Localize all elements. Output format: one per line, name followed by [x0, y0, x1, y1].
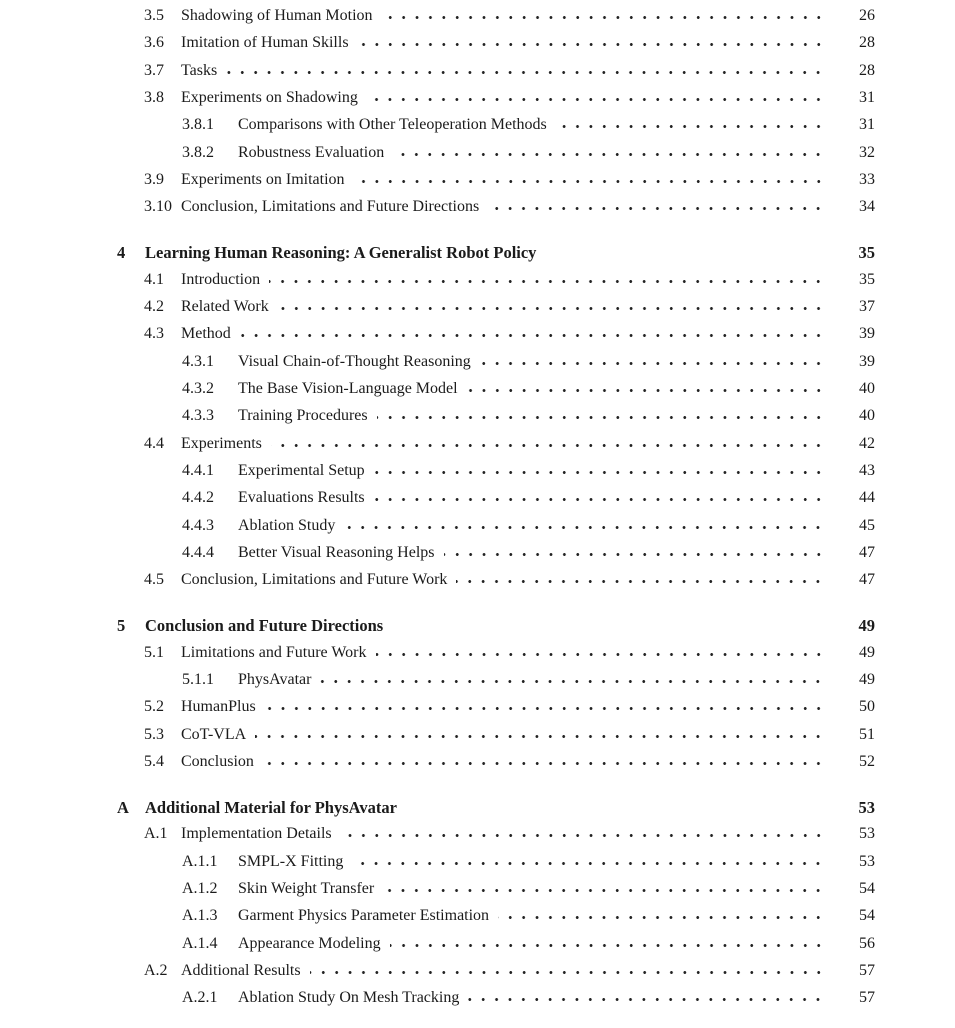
toc-entry	[117, 489, 875, 516]
leader-dots	[468, 997, 825, 1002]
toc-entry	[117, 989, 875, 1016]
entry-number: 4.3	[144, 325, 164, 343]
entry-page-number: 57	[859, 961, 875, 979]
entry-title: Experiments on Imitation	[181, 170, 345, 188]
entry-title: Additional Material for PhysAvatar	[145, 797, 397, 817]
entry-page-number: 31	[859, 116, 875, 134]
toc-entry	[117, 962, 875, 989]
entry-page-number: 28	[859, 61, 875, 79]
entry-page-number: 49	[859, 643, 875, 661]
leader-dots	[393, 152, 825, 157]
entry-page-number: 52	[859, 752, 875, 770]
entry-page-number: 34	[859, 198, 875, 216]
entry-page-number: 56	[859, 934, 875, 952]
leader-dots	[358, 42, 825, 47]
entry-page-number: 40	[859, 407, 875, 425]
toc-entry	[117, 825, 875, 852]
toc-entry	[117, 753, 875, 780]
leader-dots	[374, 497, 825, 502]
entry-number: 4.4.2	[182, 489, 214, 507]
entry-title: Conclusion	[181, 752, 254, 770]
entry-page-number: 37	[859, 297, 875, 315]
toc-entry	[117, 298, 875, 325]
leader-dots	[377, 415, 825, 420]
entry-number: A.2.1	[182, 989, 218, 1007]
leader-dots	[354, 179, 825, 184]
entry-number: 4.4.1	[182, 461, 214, 479]
entry-title: Imitation of Human Skills	[181, 34, 349, 52]
entry-page-number: 26	[859, 7, 875, 24]
leader-dots	[498, 915, 825, 920]
entry-number: 4.4	[144, 434, 164, 452]
entry-number: 3.9	[144, 170, 164, 188]
leader-dots	[255, 734, 825, 739]
entry-number: 3.8.2	[182, 143, 214, 161]
toc-entry	[117, 243, 875, 270]
leader-dots	[341, 833, 825, 838]
leader-dots	[456, 579, 825, 584]
entry-page-number: 43	[859, 461, 875, 479]
leader-dots	[367, 97, 825, 102]
toc-entry	[117, 517, 875, 544]
toc-entry	[117, 89, 875, 116]
entry-page-number: 54	[859, 879, 875, 897]
entry-number: A	[117, 797, 129, 817]
entry-number: 5.3	[144, 725, 164, 743]
leader-dots	[374, 470, 825, 475]
toc-entry	[117, 853, 875, 880]
entry-number: A.1.3	[182, 907, 218, 925]
leader-dots	[376, 652, 825, 657]
leader-dots	[382, 15, 825, 20]
toc-entry	[117, 171, 875, 198]
entry-page-number: 47	[859, 543, 875, 561]
toc-entry	[117, 907, 875, 934]
entry-number: A.1.4	[182, 934, 218, 952]
leader-dots	[467, 388, 825, 393]
toc-entry	[117, 671, 875, 698]
toc-entry	[117, 7, 875, 34]
entry-page-number: 28	[859, 34, 875, 52]
entry-page-number: 44	[859, 489, 875, 507]
toc-entry	[117, 34, 875, 61]
entry-page-number: 35	[859, 270, 875, 288]
leader-dots	[383, 888, 825, 893]
entry-number: A.1.2	[182, 879, 218, 897]
entry-title: Related Work	[181, 297, 269, 315]
toc-entry	[117, 116, 875, 143]
entry-title: Visual Chain-of-Thought Reasoning	[238, 352, 471, 370]
leader-dots	[269, 279, 825, 284]
toc-entry	[117, 644, 875, 671]
entry-title: Implementation Details	[181, 825, 332, 843]
entry-page-number: 39	[859, 325, 875, 343]
entry-page-number: 53	[859, 825, 875, 843]
entry-number: 4.2	[144, 297, 164, 315]
entry-number: 3.10	[144, 198, 172, 216]
toc-entry	[117, 380, 875, 407]
entry-page-number: 53	[858, 797, 875, 817]
entry-title: Conclusion and Future Directions	[145, 616, 384, 636]
toc-entry	[117, 698, 875, 725]
entry-title: Shadowing of Human Motion	[181, 7, 373, 24]
entry-title: Conclusion, Limitations and Future Directions	[181, 198, 480, 216]
toc-entry	[117, 62, 875, 89]
leader-dots	[556, 124, 825, 129]
leader-dots	[344, 525, 825, 530]
toc-entry	[117, 571, 875, 598]
entry-title: Garment Physics Parameter Estimation	[238, 907, 490, 925]
leader-dots	[278, 306, 825, 311]
entry-page-number: 54	[859, 907, 875, 925]
entry-number: 4.3.3	[182, 407, 214, 425]
leader-dots	[390, 943, 825, 948]
entry-number: 5.1	[144, 643, 164, 661]
entry-title: Experimental Setup	[238, 461, 365, 479]
leader-dots	[263, 761, 825, 766]
entry-page-number: 42	[859, 434, 875, 452]
entry-number: 4.3.1	[182, 352, 214, 370]
entry-page-number: 49	[859, 670, 875, 688]
entry-title: Appearance Modeling	[238, 934, 381, 952]
entry-page-number: 45	[859, 516, 875, 534]
entry-page-number: 32	[859, 143, 875, 161]
leader-dots	[392, 626, 825, 631]
entry-number: 4.4.4	[182, 543, 214, 561]
toc-list	[117, 7, 875, 1017]
entry-number: 5	[117, 616, 126, 636]
entry-page-number: 53	[859, 852, 875, 870]
entry-number: 4	[117, 243, 126, 263]
entry-title: Experiments on Shadowing	[181, 88, 358, 106]
toc-entry	[117, 325, 875, 352]
entry-page-number: 49	[858, 616, 875, 636]
entry-page-number: 39	[859, 352, 875, 370]
entry-title: Evaluations Results	[238, 489, 365, 507]
entry-title: Ablation Study	[238, 516, 336, 534]
entry-page-number: 40	[859, 379, 875, 397]
entry-number: 4.4.3	[182, 516, 214, 534]
entry-title: Introduction	[181, 270, 261, 288]
entry-title: Learning Human Reasoning: A Generalist Robot Policy	[145, 243, 537, 263]
entry-number: A.1.1	[182, 852, 218, 870]
leader-dots	[271, 443, 825, 448]
toc-entry	[117, 935, 875, 962]
entry-page-number: 50	[859, 698, 875, 716]
toc-entry	[117, 407, 875, 434]
entry-title: Experiments	[181, 434, 262, 452]
toc-entry	[117, 144, 875, 171]
leader-dots	[406, 808, 825, 813]
toc-entry	[117, 462, 875, 489]
toc-entry	[117, 544, 875, 571]
entry-page-number: 33	[859, 170, 875, 188]
entry-number: 5.4	[144, 752, 164, 770]
entry-title: PhysAvatar	[238, 670, 312, 688]
leader-dots	[480, 361, 825, 366]
toc-entry	[117, 616, 875, 643]
entry-number: 4.1	[144, 270, 164, 288]
entry-number: 3.7	[144, 61, 164, 79]
entry-title: Better Visual Reasoning Helps	[238, 543, 435, 561]
entry-title: The Base Vision-Language Model	[238, 379, 458, 397]
entry-number: A.2	[144, 961, 168, 979]
toc-entry	[117, 435, 875, 462]
toc-entry	[117, 353, 875, 380]
entry-title: Robustness Evaluation	[238, 143, 385, 161]
entry-title: HumanPlus	[181, 698, 256, 716]
entry-title: CoT-VLA	[181, 725, 247, 743]
entry-page-number: 47	[859, 571, 875, 589]
entry-number: A.1	[144, 825, 168, 843]
leader-dots	[444, 552, 826, 557]
entry-page-number: 35	[858, 243, 875, 263]
leader-dots	[226, 70, 825, 75]
entry-number: 4.5	[144, 571, 164, 589]
entry-title: Ablation Study On Mesh Tracking	[238, 989, 460, 1007]
toc-entry	[117, 798, 875, 825]
entry-title: Skin Weight Transfer	[238, 879, 375, 897]
entry-number: 3.8	[144, 88, 164, 106]
toc-entry	[117, 726, 875, 753]
leader-dots	[545, 253, 825, 258]
leader-dots	[352, 861, 825, 866]
entry-title: SMPL-X Fitting	[238, 852, 344, 870]
entry-number: 3.6	[144, 34, 164, 52]
entry-title: Training Procedures	[238, 407, 368, 425]
toc-entry	[117, 880, 875, 907]
toc-entry	[117, 198, 875, 225]
leader-dots	[240, 333, 825, 338]
leader-dots	[320, 679, 825, 684]
entry-page-number: 57	[859, 989, 875, 1007]
entry-number: 5.2	[144, 698, 164, 716]
entry-title: Additional Results	[181, 961, 301, 979]
leader-dots	[310, 970, 825, 975]
leader-dots	[265, 706, 825, 711]
entry-number: 4.3.2	[182, 379, 214, 397]
toc-entry	[117, 271, 875, 298]
entry-title: Comparisons with Other Teleoperation Methods	[238, 116, 547, 134]
entry-page-number: 31	[859, 88, 875, 106]
entry-title: Method	[181, 325, 231, 343]
entry-title: Tasks	[181, 61, 218, 79]
entry-number: 3.8.1	[182, 116, 214, 134]
entry-number: 5.1.1	[182, 670, 214, 688]
entry-number: 3.5	[144, 7, 164, 24]
leader-dots	[488, 206, 825, 211]
entry-page-number: 51	[859, 725, 875, 743]
entry-title: Conclusion, Limitations and Future Work	[181, 571, 448, 589]
entry-title: Limitations and Future Work	[181, 643, 367, 661]
